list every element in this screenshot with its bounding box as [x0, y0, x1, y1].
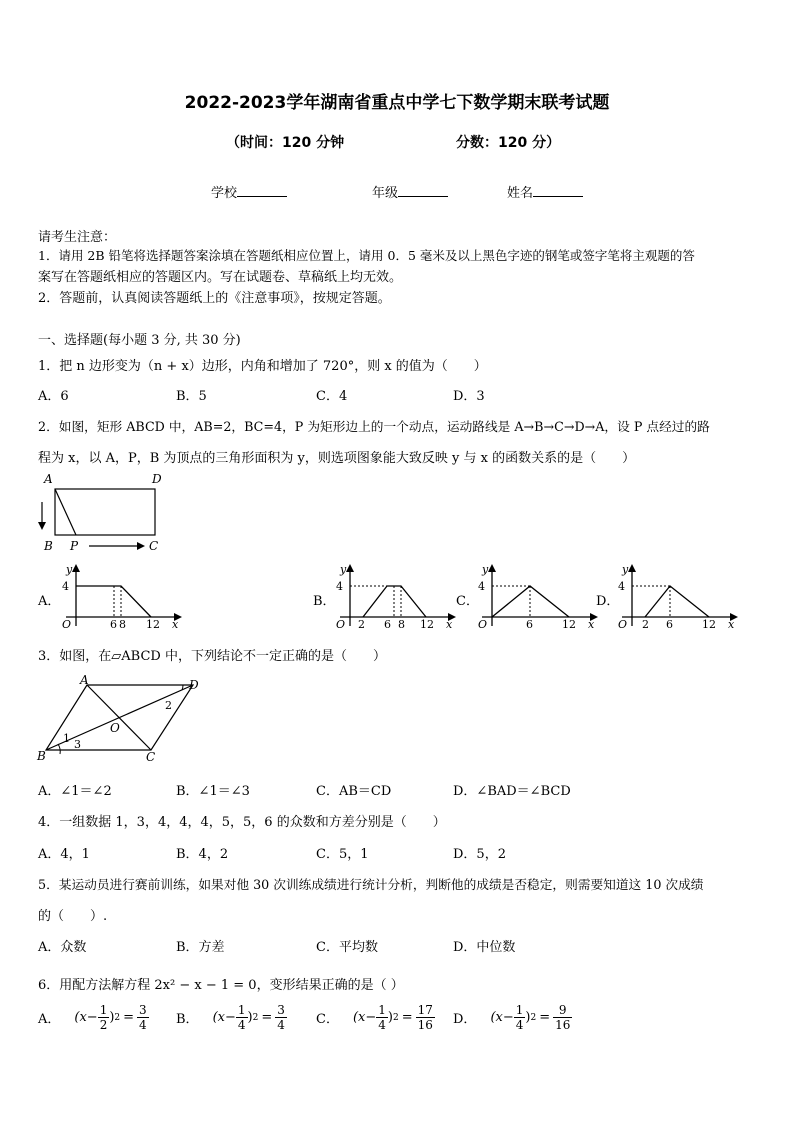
tick: 6 — [526, 618, 533, 631]
tick: 12 — [420, 618, 434, 631]
label-a: A — [44, 472, 53, 486]
question-2-stem: 2．如图，矩形 ABCD 中，AB=2，BC=4，P 为矩形边上的一个动点，运动路线是 A→B→C→D→A，设 P 点经过的路 — [38, 419, 710, 434]
label-d: D — [189, 678, 199, 692]
q5-option-d[interactable]: D．中位数 — [453, 940, 516, 955]
q6-option-d[interactable]: D． (x− $\frac{1}{4}$ ) 2 = $\frac{9}{16}$ — [453, 1003, 571, 1032]
axis-x: x — [446, 618, 453, 631]
axis-x: x — [588, 618, 595, 631]
q3-option-b[interactable]: B．∠1＝∠3 — [176, 784, 250, 799]
label-c: C — [146, 750, 156, 764]
tick: 12 — [562, 618, 576, 631]
tick: 6 — [110, 618, 117, 631]
q1-option-d[interactable]: D．3 — [453, 389, 485, 404]
section-heading: 一、选择题(每小题 3 分, 共 30 分) — [38, 333, 241, 348]
question-6-stem: 6．用配方法解方程 2x² − x − 1 = 0，变形结果正确的是（ ） — [38, 978, 404, 993]
graph-c — [472, 560, 602, 632]
exam-score: 分数：120 分） — [456, 135, 561, 151]
origin: O — [478, 618, 488, 631]
label-d: D — [152, 472, 162, 486]
label-b: B — [44, 539, 53, 553]
parallelogram-figure — [34, 672, 214, 766]
axis-y: y — [66, 563, 73, 576]
label-b: B — [37, 749, 46, 763]
label-o: O — [110, 721, 120, 735]
tick-4: 4 — [336, 580, 343, 593]
q3-option-d[interactable]: D．∠BAD＝∠BCD — [453, 784, 571, 799]
label-p: P — [70, 539, 79, 553]
question-4-stem: 4．一组数据 1，3，4，4，4，5，5，6 的众数和方差分别是（ ） — [38, 815, 446, 830]
q4-option-a[interactable]: A．4，1 — [38, 847, 90, 862]
graph-b — [330, 560, 460, 632]
q5-option-a[interactable]: A．众数 — [38, 940, 87, 955]
tick: 8 — [119, 618, 126, 631]
tick: 6 — [384, 618, 391, 631]
page-title: 2022-2023学年湖南省重点中学七下数学期末联考试题 — [184, 93, 610, 113]
tick: 8 — [398, 618, 405, 631]
tick: 12 — [146, 618, 160, 631]
q5-option-b[interactable]: B．方差 — [176, 940, 225, 955]
q6-option-b[interactable]: B． (x− $\frac{1}{4}$ ) 2 = $\frac{3}{4}$ — [176, 1003, 285, 1032]
q6-option-a[interactable]: A． (x− $\frac{1}{2}$ ) 2 = $\frac{3}{4}$ — [38, 1003, 147, 1032]
tick: 12 — [702, 618, 716, 631]
axis-x: x — [172, 618, 179, 631]
q3-option-a[interactable]: A．∠1＝∠2 — [38, 784, 112, 799]
rectangle-figure — [34, 470, 174, 556]
q1-option-b[interactable]: B．5 — [176, 389, 207, 404]
q2-option-d[interactable]: D． — [596, 594, 620, 609]
graph-a — [56, 560, 186, 632]
q2-option-b[interactable]: B． — [313, 594, 336, 609]
question-5-stem: 5．某运动员进行赛前训练，如果对他 30 次训练成绩进行统计分析，判断他的成绩是否稳定，则需要知道这 10 次成绩 — [38, 877, 704, 892]
axis-y: y — [482, 563, 489, 576]
origin: O — [336, 618, 346, 631]
q4-option-c[interactable]: C．5，1 — [316, 847, 369, 862]
q4-option-b[interactable]: B．4，2 — [176, 847, 229, 862]
tick-4: 4 — [62, 580, 69, 593]
exam-time: （时间：120 分钟 — [226, 135, 345, 151]
q4-option-d[interactable]: D．5，2 — [453, 847, 506, 862]
question-5-stem: 的（ ）. — [38, 909, 108, 924]
q2-option-c[interactable]: C． — [456, 594, 479, 609]
q2-option-a[interactable]: A． — [38, 594, 61, 609]
q5-option-c[interactable]: C．平均数 — [316, 940, 378, 955]
q1-option-a[interactable]: A．6 — [38, 389, 69, 404]
school-field[interactable]: 学校 — [211, 182, 287, 201]
name-field[interactable]: 姓名 — [507, 182, 583, 201]
angle-3: 3 — [74, 738, 81, 751]
notice-line: 案写在答题纸相应的答题区内。写在试题卷、草稿纸上均无效。 — [38, 270, 403, 285]
angle-1: 1 — [63, 732, 70, 745]
axis-x: x — [728, 618, 735, 631]
q6-option-c[interactable]: C． (x− $\frac{1}{4}$ ) 2 = $\frac{17}{16}$ — [316, 1003, 433, 1032]
question-1-stem: 1．把 n 边形变为（n + x）边形，内角和增加了 720°，则 x 的值为（ ） — [38, 359, 487, 374]
axis-y: y — [622, 563, 629, 576]
tick-4: 4 — [618, 580, 625, 593]
graph-d — [612, 560, 742, 632]
origin: O — [618, 618, 628, 631]
notice-line: 2．答题前，认真阅读答题纸上的《注意事项》，按规定答题。 — [38, 291, 391, 306]
grade-field[interactable]: 年级 — [372, 182, 448, 201]
q3-option-c[interactable]: C．AB＝CD — [316, 784, 392, 799]
label-c: C — [149, 539, 159, 553]
axis-y: y — [340, 563, 347, 576]
tick: 6 — [666, 618, 673, 631]
notice-line: 1．请用 2B 铅笔将选择题答案涂填在答题纸相应位置上，请用 0．5 毫米及以上黑色字迹的钢笔或签字笔将主观题的答 — [38, 248, 695, 263]
question-3-stem: 3．如图，在▱ABCD 中，下列结论不一定正确的是（ ） — [38, 649, 386, 664]
q1-option-c[interactable]: C．4 — [316, 389, 348, 404]
notice-heading: 请考生注意： — [38, 230, 117, 245]
tick: 2 — [642, 618, 649, 631]
label-a: A — [80, 673, 89, 687]
angle-2: 2 — [165, 699, 172, 712]
question-2-stem: 程为 x，以 A，P，B 为顶点的三角形面积为 y，则选项图象能大致反映 y 与 x 的函数关系的是（ ） — [38, 451, 636, 466]
origin: O — [62, 618, 72, 631]
tick: 2 — [358, 618, 365, 631]
tick-4: 4 — [478, 580, 485, 593]
